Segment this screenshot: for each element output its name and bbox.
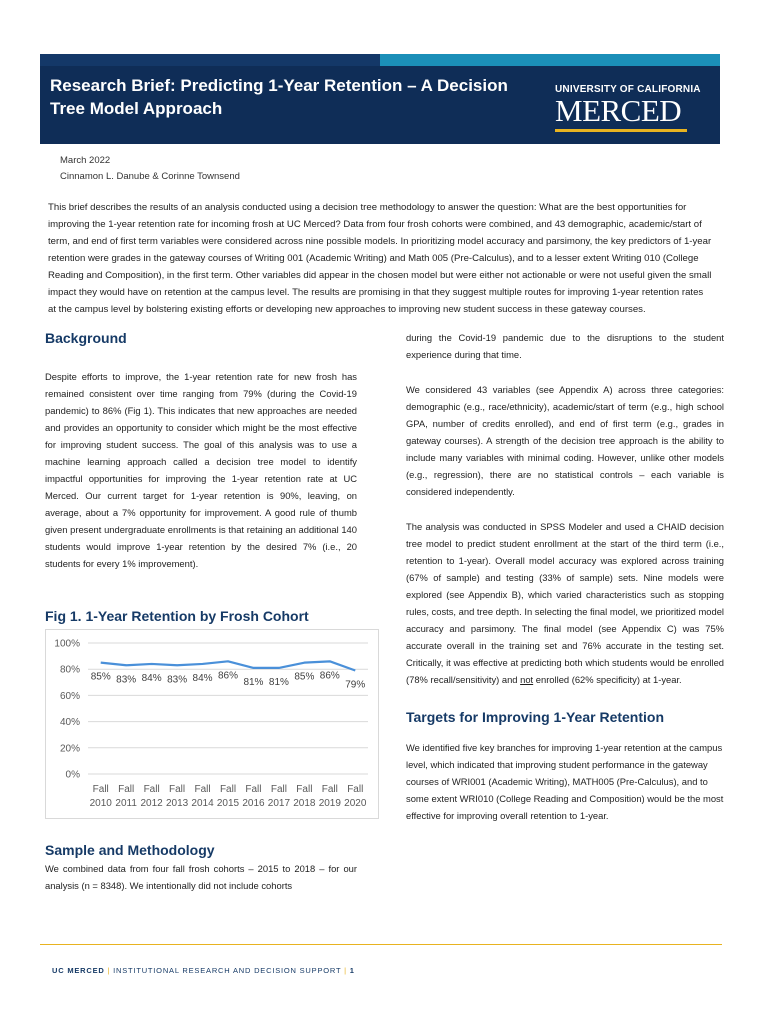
x-tick-label: Fall (321, 784, 338, 795)
footer-rule (40, 944, 722, 945)
figure-title: Fig 1. 1-Year Retention by Frosh Cohort (45, 608, 309, 624)
top-accent-bar-teal (380, 54, 720, 66)
y-tick-label: 0% (65, 769, 80, 781)
data-label: 84% (192, 672, 213, 684)
x-tick-label: 2016 (242, 798, 265, 809)
x-tick-label: 2010 (89, 798, 112, 809)
targets-text: We identified five key branches for improving 1-year retention at the campus level, which indicated that improving student performance in the gateway courses of WRI001 (Academic Writing), MATH005 (Pre-Calculus), and to some extent WRI010 (College Reading and Composition) would be the most effective for improving overall retention to 1-year. (406, 742, 724, 821)
publish-date: March 2022 (60, 155, 111, 166)
data-label: 85% (90, 671, 111, 683)
x-tick-label: Fall (143, 784, 160, 795)
data-label: 79% (345, 679, 366, 691)
y-tick-label: 60% (59, 690, 80, 702)
variables-paragraph: We considered 43 variables (see Appendix A) across three categories: demographic (e.g., race/ethnicity), academic/start of term (e.g., high school GPA, number of credits enrolled), and end of first term (e.g., grades in gateway courses). A strength of the decision tree approach is the ability to include many variables with minimal coding. However, unlike other models (e.g., regression), there are no statistical controls – each variable is considered independently. (406, 384, 724, 497)
sample-heading: Sample and Methodology (45, 842, 215, 858)
document-meta (60, 153, 240, 185)
logo-gold-rule (555, 129, 687, 132)
x-tick-label: Fall (296, 784, 313, 795)
y-tick-label: 40% (59, 717, 80, 729)
left-column (45, 330, 357, 572)
data-label: 81% (243, 676, 264, 688)
right-column (406, 329, 724, 824)
logo-university-text: UNIVERSITY OF CALIFORNIA (555, 84, 701, 95)
analysis-text-a: The analysis was conducted in SPSS Modeler and used a CHAID decision tree model to predict student enrollment at the start of the third term (i.e., retention to 1-year). Overall model accuracy was explored across training (67% of sample) and testing (33% of sample) sets. Nine models were explored (see Appendix B), which varied characteristics such as stopping rules, costs, and tree depth. In selecting the final model, we prioritized model accuracy and parsimony. The final model (see Appendix C) was 75% accurate overall in the training set and 76% accurate in the testing set. Critically, it was effective at predicting both which students would be enrolled (78% recall/sensitivity) and (406, 521, 724, 685)
x-tick-label: 2011 (115, 798, 137, 809)
authors: Cinnamon L. Danube & Corinne Townsend (60, 171, 240, 182)
background-text: Despite efforts to improve, the 1-year retention rate for new frosh has remained consistent over time ranging from 79% (during the Covid-19 pandemic) to 86% (Fig 1). This indicates that new approaches are needed and provides an opportunity to consider which might be the most effective for improving student success. The goal of this analysis was to use a machine learning approach called a decision tree model to identify impactful opportunities for improving the 1-year retention rate at UC Merced. Our current target for 1-year retention is 90%, leaving, on average, about a 7% opportunity for improvement. A good rule of thumb given present undergraduate enrollments is that retaining an additional 140 students would improve 1-year retention by the desired 7% (i.e., 20 students for every 1% improvement). (45, 371, 357, 569)
logo-merced-text: MERCED (555, 93, 682, 128)
analysis-paragraph (406, 518, 724, 688)
data-label: 81% (268, 676, 289, 688)
background-heading: Background (45, 330, 127, 346)
x-tick-label: Fall (92, 784, 109, 795)
analysis-text-b: enrolled (62% specificity) at 1-year. (533, 674, 682, 685)
x-tick-label: Fall (219, 784, 237, 795)
x-tick-label: 2015 (216, 798, 240, 809)
x-tick-label: 2018 (293, 798, 316, 809)
uc-merced-logo (555, 84, 701, 132)
footer-dept: INSTITUTIONAL RESEARCH AND DECISION SUPPORT (113, 966, 342, 975)
x-tick-label: Fall (245, 784, 262, 795)
x-tick-label: Fall (347, 784, 364, 795)
x-tick-label: 2020 (344, 798, 367, 809)
retention-chart (45, 629, 379, 819)
retention-line-chart (46, 630, 378, 818)
data-label: 86% (319, 670, 340, 682)
data-label: 86% (217, 670, 239, 682)
page-title: Research Brief: Predicting 1-Year Retention – A Decision Tree Model Approach (50, 76, 508, 118)
footer (52, 966, 355, 975)
x-tick-label: Fall (118, 784, 135, 795)
footer-separator: | (344, 966, 350, 975)
x-tick-label: Fall (194, 784, 211, 795)
x-tick-label: Fall (169, 784, 186, 795)
y-tick-label: 80% (59, 664, 80, 676)
x-tick-label: 2014 (191, 798, 214, 809)
analysis-not-emphasis: not (520, 674, 534, 685)
abstract: This brief describes the results of an analysis conducted using a decision tree methodology to answer the question: What are the best opportunities for improving the 1-year retention rate for incoming frosh at UC Merced? Data from four frosh cohorts were combined, and 43 demographic, academic/start of term, and end of first term variables were considered across nine possible models. In prioritizing model accuracy and parsimony, the key predictors of 1-year retention were grades in the gateway courses of Writing 001 (Academic Writing) and Math 005 (Pre-Calculus), and to a lesser extent Writing 010 (College Reading and Composition), in the first term. Other variables did appear in the chosen model but were either not actionable or were not useful given the small impact they would have on retention at the campus level. The results are promising in that they suggest multiple routes for improving 1-year retention rates at the campus level by bolstering existing efforts or developing new approaches to improving new student success in these gateway courses. (48, 202, 712, 315)
y-tick-label: 100% (54, 638, 80, 650)
title-banner (40, 66, 720, 144)
targets-heading: Targets for Improving 1-Year Retention (406, 709, 665, 725)
top-accent-bar-navy (40, 54, 380, 66)
x-tick-label: 2013 (165, 798, 189, 809)
x-tick-label: Fall (270, 784, 287, 795)
data-label: 84% (141, 672, 162, 684)
data-label: 85% (294, 671, 315, 683)
footer-separator: | (107, 966, 114, 975)
y-tick-label: 20% (59, 743, 80, 755)
footer-org: UC MERCED (52, 966, 105, 975)
data-label: 83% (116, 674, 137, 686)
x-tick-label: 2017 (267, 798, 291, 809)
x-tick-label: 2012 (140, 798, 163, 809)
sample-text: We combined data from four fall frosh cohorts – 2015 to 2018 – for our analysis (n = 8348). We intentionally did not include cohorts (45, 863, 357, 891)
sample-text-continued: during the Covid-19 pandemic due to the disruptions to the student experience during that time. (406, 332, 724, 360)
sample-section (45, 842, 357, 894)
page-number: 1 (349, 966, 355, 975)
data-label: 83% (167, 674, 188, 686)
x-tick-label: 2019 (318, 798, 341, 809)
